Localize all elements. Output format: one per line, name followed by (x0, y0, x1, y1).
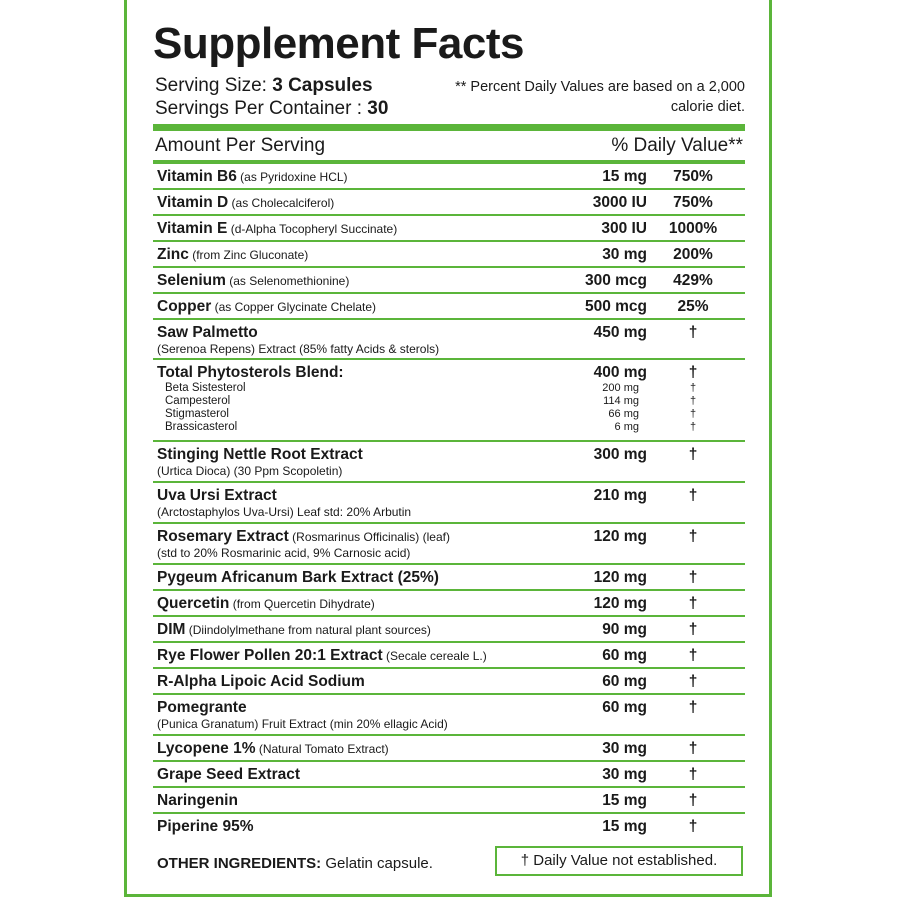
amount-value: 210 mg (593, 487, 647, 504)
table-row (153, 643, 745, 669)
nutrient-label: Total Phytosterols Blend: (157, 364, 344, 381)
nutrient-table (153, 164, 745, 840)
nutrient-subtext: (Urtica Dioca) (30 Ppm Scopoletin) (157, 464, 343, 478)
daily-value: 25% (677, 298, 709, 315)
amount-value: 90 mg (602, 621, 647, 638)
amount-value: 300 mcg (584, 272, 647, 289)
nutrient-name (157, 486, 277, 505)
blend-component-dv: † (689, 408, 697, 420)
table-row (153, 360, 745, 442)
nutrient-name (157, 817, 254, 836)
footer (153, 846, 745, 880)
table-row (153, 788, 745, 814)
table-row (153, 736, 745, 762)
nutrient-label: R-Alpha Lipoic Acid Sodium (157, 673, 365, 690)
daily-value: 750% (673, 168, 713, 185)
blend-component-amount: 200 mg (602, 382, 639, 394)
nutrient-subtext: (std to 20% Rosmarinic acid, 9% Carnosic acid) (157, 546, 411, 560)
table-row (153, 242, 745, 268)
nutrient-name (157, 739, 389, 759)
nutrient-name (157, 297, 376, 317)
nutrient-subtext: (Arctostaphylos Uva-Ursi) Leaf std: 20% Arbutin (157, 505, 412, 519)
amount-per-serving-label: Amount Per Serving (155, 135, 326, 156)
nutrient-name (157, 620, 431, 640)
other-ingredients-value: Gelatin capsule. (321, 855, 433, 872)
page-title: Supplement Facts (153, 19, 524, 68)
nutrient-detail: (as Pyridoxine HCL) (236, 170, 348, 184)
blend-component-dv: † (689, 395, 697, 407)
amount-value: 30 mg (602, 740, 647, 757)
blend-component-dv: † (689, 382, 697, 394)
table-row (153, 591, 745, 617)
nutrient-subtext: (Serenoa Repens) Extract (85% fatty Acids & sterols) (157, 342, 440, 356)
daily-value: † (688, 364, 698, 381)
daily-value: 200% (673, 246, 713, 263)
blend-component-name: Brassicasterol (165, 421, 238, 433)
nutrient-name (157, 594, 375, 614)
daily-value: † (688, 324, 698, 341)
nutrient-label: Pomegrante (157, 699, 247, 716)
amount-value: 120 mg (593, 569, 647, 586)
amount-value: 60 mg (602, 699, 647, 716)
blend-component-amount: 6 mg (614, 421, 639, 433)
nutrient-label: Copper (157, 298, 212, 315)
thick-divider (153, 124, 745, 131)
nutrient-name (157, 245, 308, 265)
amount-value: 500 mcg (584, 298, 647, 315)
amount-value: 120 mg (593, 528, 647, 545)
nutrient-label: Vitamin D (157, 194, 229, 211)
daily-value: † (688, 595, 698, 612)
nutrient-label: Pygeum Africanum Bark Extract (25%) (157, 569, 439, 586)
nutrient-label: Uva Ursi Extract (157, 487, 277, 504)
table-row (153, 442, 745, 483)
amount-value: 30 mg (602, 246, 647, 263)
amount-value: 15 mg (602, 818, 647, 835)
other-ingredients (157, 854, 433, 874)
amount-value: 300 mg (593, 446, 647, 463)
table-row (153, 762, 745, 788)
other-ingredients-label: OTHER INGREDIENTS: (157, 855, 322, 872)
table-row (153, 565, 745, 591)
daily-value: † (688, 740, 698, 757)
nutrient-detail: (d-Alpha Tocopheryl Succinate) (227, 222, 398, 236)
nutrient-name (157, 527, 450, 547)
serving-size-label: Serving Size: (155, 75, 273, 96)
daily-value: † (688, 647, 698, 664)
daily-value: 750% (673, 194, 713, 211)
nutrient-name (157, 271, 349, 291)
daily-value-note: ** Percent Daily Values are based on a 2,000 calorie diet. (455, 79, 745, 115)
nutrient-name (157, 445, 363, 464)
nutrient-label: Selenium (157, 272, 226, 289)
nutrient-detail: (from Zinc Gluconate) (188, 248, 309, 262)
nutrient-name (157, 568, 439, 587)
table-row (153, 268, 745, 294)
amount-value: 450 mg (593, 324, 647, 341)
table-row (153, 617, 745, 643)
table-row (153, 814, 745, 840)
serving-size-value: 3 Capsules (272, 75, 373, 96)
daily-value: 1000% (668, 220, 718, 237)
nutrient-label: Naringenin (157, 792, 238, 809)
nutrient-label: Saw Palmetto (157, 324, 258, 341)
blend-component-amount: 66 mg (608, 408, 639, 420)
table-row (153, 190, 745, 216)
dv-not-established-box: † Daily Value not established. (495, 846, 743, 876)
nutrient-name (157, 672, 365, 691)
table-row (153, 164, 745, 190)
daily-value: † (688, 621, 698, 638)
daily-value: † (688, 766, 698, 783)
nutrient-detail: (as Cholecalciferol) (228, 196, 335, 210)
nutrient-label: Vitamin E (157, 220, 228, 237)
nutrient-name (157, 219, 397, 239)
servings-per-value: 30 (367, 98, 389, 119)
table-row (153, 524, 745, 565)
servings-per-container (155, 97, 388, 121)
nutrient-label: Rosemary Extract (157, 528, 289, 545)
amount-value: 3000 IU (592, 194, 647, 211)
blend-component-name: Beta Sistesterol (165, 382, 246, 394)
nutrient-detail: (Diindolylmethane from natural plant sources) (185, 623, 431, 637)
nutrient-label: Lycopene 1% (157, 740, 256, 757)
daily-value: † (688, 487, 698, 504)
amount-value: 30 mg (602, 766, 647, 783)
amount-value: 60 mg (602, 647, 647, 664)
daily-value: † (688, 569, 698, 586)
blend-component-dv: † (689, 421, 697, 433)
nutrient-detail: (as Copper Glycinate Chelate) (211, 300, 376, 314)
daily-value: † (688, 818, 698, 835)
amount-value: 15 mg (602, 168, 647, 185)
nutrient-name (157, 765, 300, 784)
amount-value: 300 IU (601, 220, 647, 237)
table-row (153, 669, 745, 695)
nutrient-name (157, 646, 487, 666)
nutrient-name (157, 363, 344, 382)
nutrient-label: Quercetin (157, 595, 230, 612)
daily-value: † (688, 792, 698, 809)
nutrient-label: DIM (157, 621, 186, 638)
supplement-facts-panel (124, 0, 772, 897)
serving-size (155, 74, 373, 98)
nutrient-name (157, 698, 247, 717)
daily-value: † (688, 673, 698, 690)
nutrient-name (157, 167, 348, 187)
table-row (153, 483, 745, 524)
amount-value: 120 mg (593, 595, 647, 612)
amount-value: 400 mg (593, 364, 647, 381)
nutrient-name (157, 791, 238, 810)
nutrient-name (157, 193, 334, 213)
amount-value: 60 mg (602, 673, 647, 690)
nutrient-label: Stinging Nettle Root Extract (157, 446, 363, 463)
nutrient-subtext: (Punica Granatum) Fruit Extract (min 20% ellagic Acid) (157, 717, 448, 731)
nutrient-detail: (Rosmarinus Officinalis) (leaf) (288, 530, 450, 544)
column-header (153, 133, 745, 159)
table-row (153, 695, 745, 736)
table-row (153, 294, 745, 320)
nutrient-detail: (Natural Tomato Extract) (255, 742, 389, 756)
daily-value-header: % Daily Value** (611, 135, 743, 156)
nutrient-detail: (Secale cereale L.) (382, 649, 487, 663)
table-row (153, 216, 745, 242)
nutrient-detail: (from Quercetin Dihydrate) (229, 597, 375, 611)
daily-value: 429% (673, 272, 713, 289)
blend-component-name: Stigmasterol (165, 408, 229, 420)
nutrient-label: Vitamin B6 (157, 168, 237, 185)
servings-per-label: Servings Per Container : (155, 98, 368, 119)
nutrient-label: Grape Seed Extract (157, 766, 301, 783)
nutrient-name (157, 323, 258, 342)
nutrient-label: Rye Flower Pollen 20:1 Extract (157, 647, 383, 664)
table-row (153, 320, 745, 360)
daily-value: † (688, 528, 698, 545)
nutrient-label: Zinc (157, 246, 189, 263)
nutrient-detail: (as Selenomethionine) (225, 274, 350, 288)
amount-value: 15 mg (602, 792, 647, 809)
blend-component-amount: 114 mg (603, 395, 639, 407)
daily-value: † (688, 446, 698, 463)
daily-value: † (688, 699, 698, 716)
blend-component-name: Campesterol (165, 395, 231, 407)
nutrient-label: Piperine 95% (157, 818, 254, 835)
